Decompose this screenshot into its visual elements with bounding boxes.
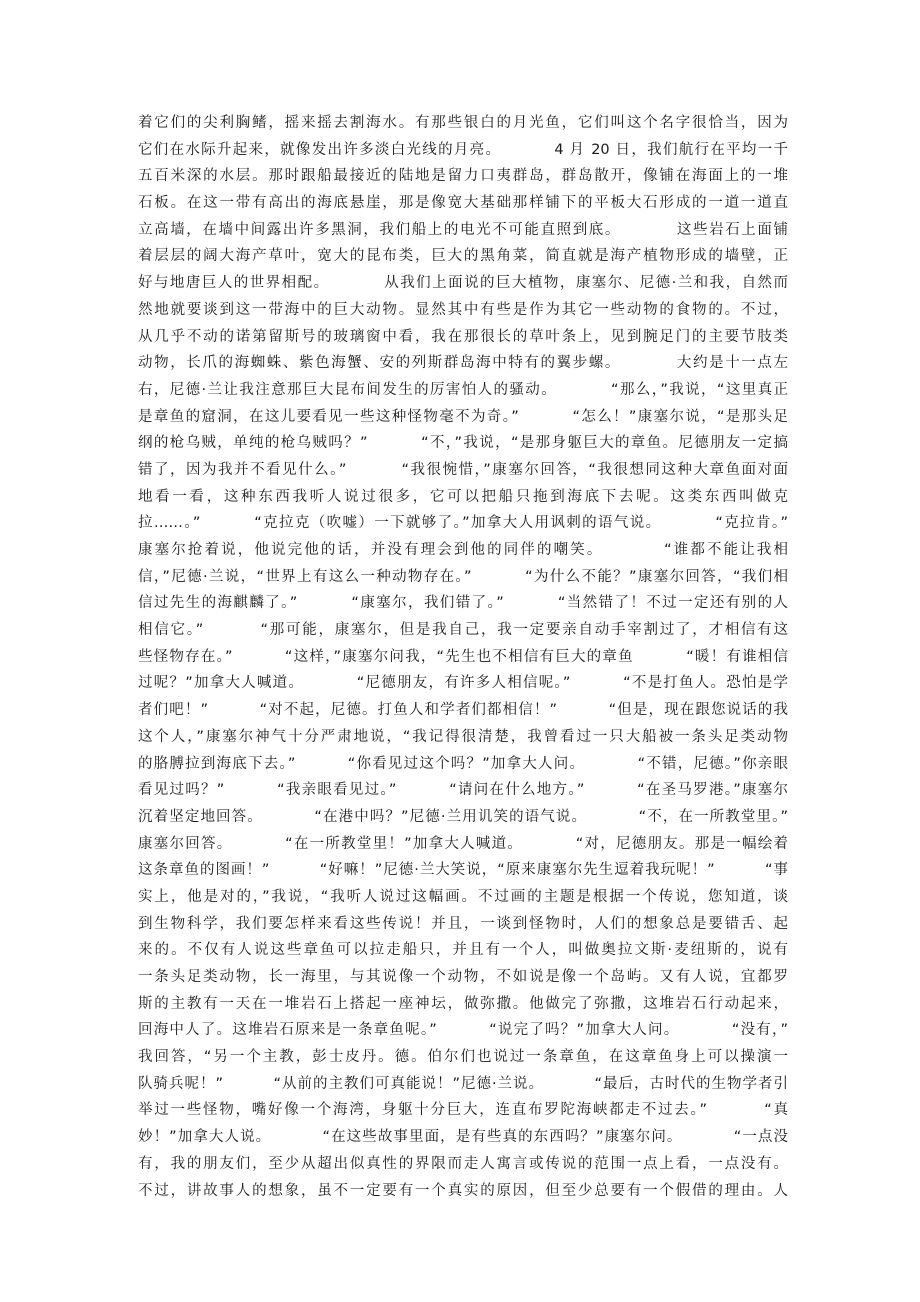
- text-line: 纲的枪乌贼，单纯的枪乌贼吗？” “不，”我说，“是那身躯巨大的章鱼。尼德朋友一定搞: [138, 435, 788, 452]
- text-line: 信，”尼德·兰说，“世界上有这么一种动物存在。” “为什么不能？”康塞尔回答，“我们相: [138, 568, 788, 585]
- text-line: 来的。不仅有人说这些章鱼可以拉走船只，并且有一个人，叫做奥拉文斯·麦纽斯的，说有: [138, 942, 788, 959]
- text-line: 是章鱼的窟洞，在这儿要看见一些这种怪物毫不为奇。” “怎么！”康塞尔说，“是那头足: [138, 408, 788, 425]
- text-line: 回海中人了。这堆岩石原来是一条章鱼呢。” “说完了吗？”加拿大人问。 “没有，”: [138, 1022, 788, 1039]
- text-line: 斯的主教有一天在一堆岩石上搭起一座神坛，做弥撒。他做完了弥撒，这堆岩石行动起来，: [138, 995, 788, 1012]
- text-line: 着层层的阔大海产草叶，宽大的昆布类，巨大的黑角菜，简直就是海产植物形成的墙壁，正: [138, 248, 788, 265]
- text-line: 这条章鱼的图画！” “好嘛！”尼德·兰大笑说，“原来康塞尔先生逗着我玩呢！” “事: [138, 862, 788, 879]
- text-line: 一条头足类动物，长一海里，与其说像一个动物，不如说是像一个岛屿。又有人说，宜都罗: [138, 969, 788, 985]
- text-line: 好与地唐巨人的世界相配。 从我们上面说的巨大植物，康塞尔、尼德·兰和我，自然而: [138, 275, 788, 292]
- text-line: 沉着坚定地回答。 “在港中吗？”尼德·兰用讥笑的语气说。 “不，在一所教堂里。”: [138, 808, 788, 825]
- text-line: 然地就要谈到这一带海中的巨大动物。显然其中有些是作为其它一些动物的食物的。不过，: [138, 301, 788, 318]
- text-line: 不过，讲故事人的想象，虽不一定要有一个真实的原因，但至少总要有一个假借的理由。人: [138, 1182, 788, 1199]
- text-line: 实上，他是对的，”我说，“我听人说过这幅画。不过画的主题是根据一个传说，您知道，谈: [138, 888, 788, 905]
- text-line: 者们吧！” “对不起，尼德。打鱼人和学者们都相信！” “但是，现在跟您说话的我: [138, 702, 788, 719]
- text-line: 它们在水际升起来，就像发出许多淡白光线的月亮。 4 月 20 日，我们航行在平均一千: [138, 141, 788, 158]
- text-line: 信过先生的海麒麟了。” “康塞尔，我们错了。” “当然错了！不过一定还有别的人: [138, 595, 788, 612]
- body-text: [138, 110, 788, 1204]
- text-line: 立高墙，在墙中间露出许多黑洞，我们船上的电光不可能直照到底。 这些岩石上面铺: [138, 221, 788, 238]
- text-line: 过呢？”加拿大人喊道。 “尼德朋友，有许多人相信呢。” “不是打鱼人。恐怕是学: [138, 675, 788, 692]
- text-line: 相信它。” “那可能，康塞尔，但是我自己，我一定要亲自动手宰割过了，才相信有这: [138, 622, 788, 639]
- text-line: 动物，长爪的海蜘蛛、紫色海蟹、安的列斯群岛海中特有的翼步螺。 大约是十一点左: [138, 355, 788, 372]
- text-line: 右，尼德·兰让我注意那巨大昆布间发生的厉害怕人的骚动。 “那么，”我说，“这里真正: [138, 381, 788, 398]
- text-line: 这个人，”康塞尔神气十分严肃地说，“我记得很清楚，我曾看过一只大船被一条头足类动物: [138, 728, 788, 745]
- text-line: 举过一些怪物，嘴好像一个海湾，身躯十分巨大，连直布罗陀海峡都走不过去。” “真: [138, 1102, 788, 1119]
- text-line: 康塞尔回答。 “在一所教堂里！”加拿大人喊道。 “对，尼德朋友。那是一幅绘着: [138, 835, 788, 852]
- text-line: 着它们的尖利胸鳍，摇来摇去割海水。有那些银白的月光鱼，它们叫这个名字很恰当，因为: [138, 115, 788, 131]
- text-line: 石板。在这一带有高出的海底悬崖，那是像宽大基础那样铺下的平板大石形成的一道一道直: [138, 195, 788, 212]
- text-line: 康塞尔抢着说，他说完他的话，并没有理会到他的同伴的嘲笑。 “谁都不能让我相: [138, 542, 788, 558]
- text-line: 到生物科学，我们要怎样来看这些传说！并且，一谈到怪物时，人们的想象总是要错舌、起: [138, 915, 788, 932]
- text-line: 五百米深的水层。那时跟船最接近的陆地是留力口夷群岛，群岛散开，像铺在海面上的一堆: [138, 168, 788, 185]
- text-line: 妙！”加拿大人说。 “在这些故事里面，是有些真的东西吗？”康塞尔问。 “一点没: [138, 1129, 788, 1146]
- text-line: 地看一看，这种东西我听人说过很多，它可以把船只拖到海底下去呢。这类东西叫做克: [138, 488, 788, 505]
- text-line: 些怪物存在。” “这样，”康塞尔问我，“先生也不相信有巨大的章鱼 “暖！有谁相信: [138, 648, 788, 665]
- text-line: 的胳膊拉到海底下去。” “你看见过这个吗？”加拿大人问。 “不错，尼德。”你亲眼: [138, 755, 788, 772]
- text-line: 错了，因为我并不看见什么。” “我很惋惜，”康塞尔回答，“我很想同这种大章鱼面对面: [138, 461, 788, 478]
- text-line: 队骑兵呢！” “从前的主教们可真能说！”尼德·兰说。 “最后，古时代的生物学者引: [138, 1075, 788, 1092]
- text-line: 从几乎不动的诺第留斯号的玻璃窗中看，我在那很长的草叶条上，见到腕足门的主要节肢类: [138, 328, 788, 345]
- text-line: 拉……。” “克拉克（吹嘘）一下就够了。”加拿大人用讽刺的语气说。 “克拉肯。”: [138, 515, 788, 532]
- text-line: 有，我的朋友们，至少从超出似真性的界限而走人寓言或传说的范围一点上看，一点没有。: [138, 1155, 788, 1172]
- text-line: 看见过吗？” “我亲眼看见过。” “请问在什么地方。” “在圣马罗港。”康塞尔: [138, 782, 788, 799]
- text-line: 我回答，“另一个主教，彭士皮丹。德。伯尔们也说过一条章鱼，在这章鱼身上可以操演一: [138, 1049, 788, 1066]
